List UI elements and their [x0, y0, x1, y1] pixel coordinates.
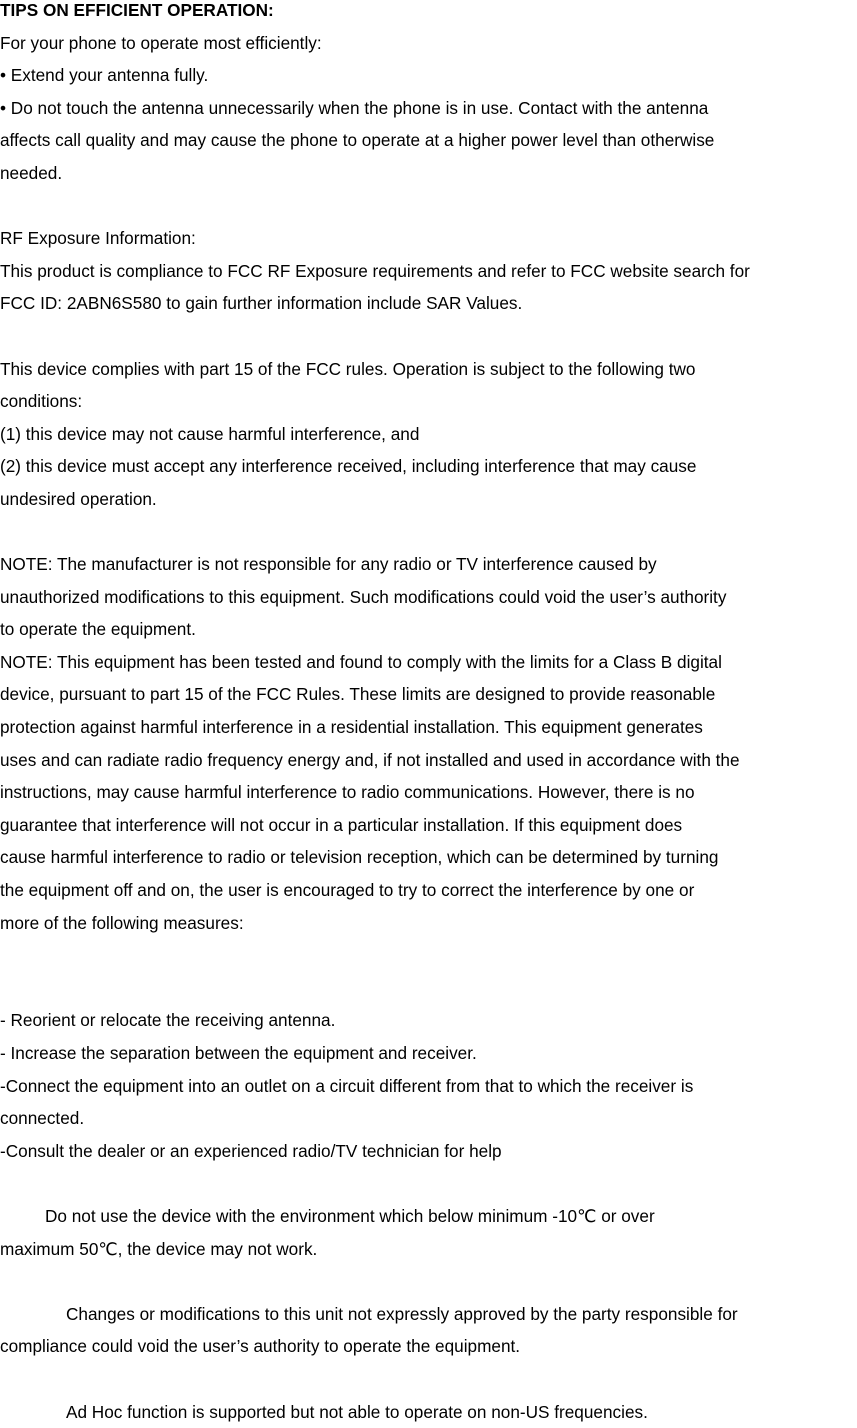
rf-heading: RF Exposure Information: — [0, 228, 196, 249]
rf-text: FCC ID: 2ABN6S580 to gain further information include SAR Values. — [0, 293, 523, 314]
tips-bullet: • Do not touch the antenna unnecessarily when the phone is in use. Contact with the antenna — [0, 97, 709, 118]
paragraph-gap — [0, 516, 857, 549]
changes-text: Changes or modifications to this unit not expressly approved by the party responsible for — [66, 1303, 738, 1324]
measure-item: connected. — [0, 1108, 85, 1129]
note-text: more of the following measures: — [0, 912, 244, 933]
measure-item: -Consult the dealer or an experienced radio/TV technician for help — [0, 1140, 502, 1161]
condition-item: (1) this device may not cause harmful interference, and — [0, 423, 420, 444]
part15-text: undesired operation. — [0, 488, 157, 509]
tips-heading: TIPS ON EFFICIENT OPERATION: — [0, 0, 274, 20]
note-text: instructions, may cause harmful interference to radio communications. However, there is no — [0, 782, 695, 803]
part15-text: This device complies with part 15 of the FCC rules. Operation is subject to the following two — [0, 358, 696, 379]
measure-item: - Increase the separation between the equipment and receiver. — [0, 1043, 477, 1063]
paragraph-gap — [0, 939, 857, 1004]
changes-text: compliance could void the user’s authority to operate the equipment. — [0, 1336, 521, 1357]
adhoc-text: Ad Hoc function is supported but not able to operate on non-US frequencies. — [66, 1401, 648, 1422]
tips-text: needed. — [0, 162, 63, 183]
temperature-text: maximum 50℃, the device may not work. — [0, 1238, 318, 1259]
note-text: to operate the equipment. — [0, 619, 196, 640]
tips-text: affects call quality and may cause the phone to operate at a higher power level than otherwise — [0, 130, 715, 151]
rf-text: This product is compliance to FCC RF Exposure requirements and refer to FCC website search for — [0, 260, 750, 281]
note-text: cause harmful interference to radio or television reception, which can be determined by turning — [0, 847, 719, 868]
tips-bullet: • Extend your antenna fully. — [0, 65, 209, 86]
measure-item: -Connect the equipment into an outlet on a circuit different from that to which the receiver is — [0, 1075, 694, 1096]
note-text: unauthorized modifications to this equipment. Such modifications could void the user’s authority — [0, 586, 727, 607]
paragraph-gap — [0, 1265, 857, 1298]
paragraph-gap — [0, 190, 857, 223]
part15-text: conditions: — [0, 391, 83, 412]
note-text: the equipment off and on, the user is encouraged to try to correct the interference by one or — [0, 880, 695, 901]
note-text: NOTE: The manufacturer is not responsible for any radio or TV interference caused by — [0, 554, 657, 575]
note-text: NOTE: This equipment has been tested and found to comply with the limits for a Class B digital — [0, 651, 722, 672]
note-text: device, pursuant to part 15 of the FCC Rules. These limits are designed to provide reasonable — [0, 684, 716, 705]
note-text: guarantee that interference will not occur in a particular installation. If this equipment does — [0, 814, 683, 835]
measure-item: - Reorient or relocate the receiving antenna. — [0, 1010, 336, 1031]
temperature-text: Do not use the device with the environment which below minimum -10℃ or over — [45, 1205, 655, 1226]
paragraph-gap — [0, 1167, 857, 1200]
condition-item: (2) this device must accept any interference received, including interference that may cause — [0, 456, 697, 477]
paragraph-gap — [0, 1363, 857, 1396]
note-text: protection against harmful interference in a residential installation. This equipment generates — [0, 717, 703, 738]
tips-intro: For your phone to operate most efficiently: — [0, 32, 322, 53]
paragraph-gap — [0, 320, 857, 353]
note-text: uses and can radiate radio frequency energy and, if not installed and used in accordance with the — [0, 749, 740, 770]
